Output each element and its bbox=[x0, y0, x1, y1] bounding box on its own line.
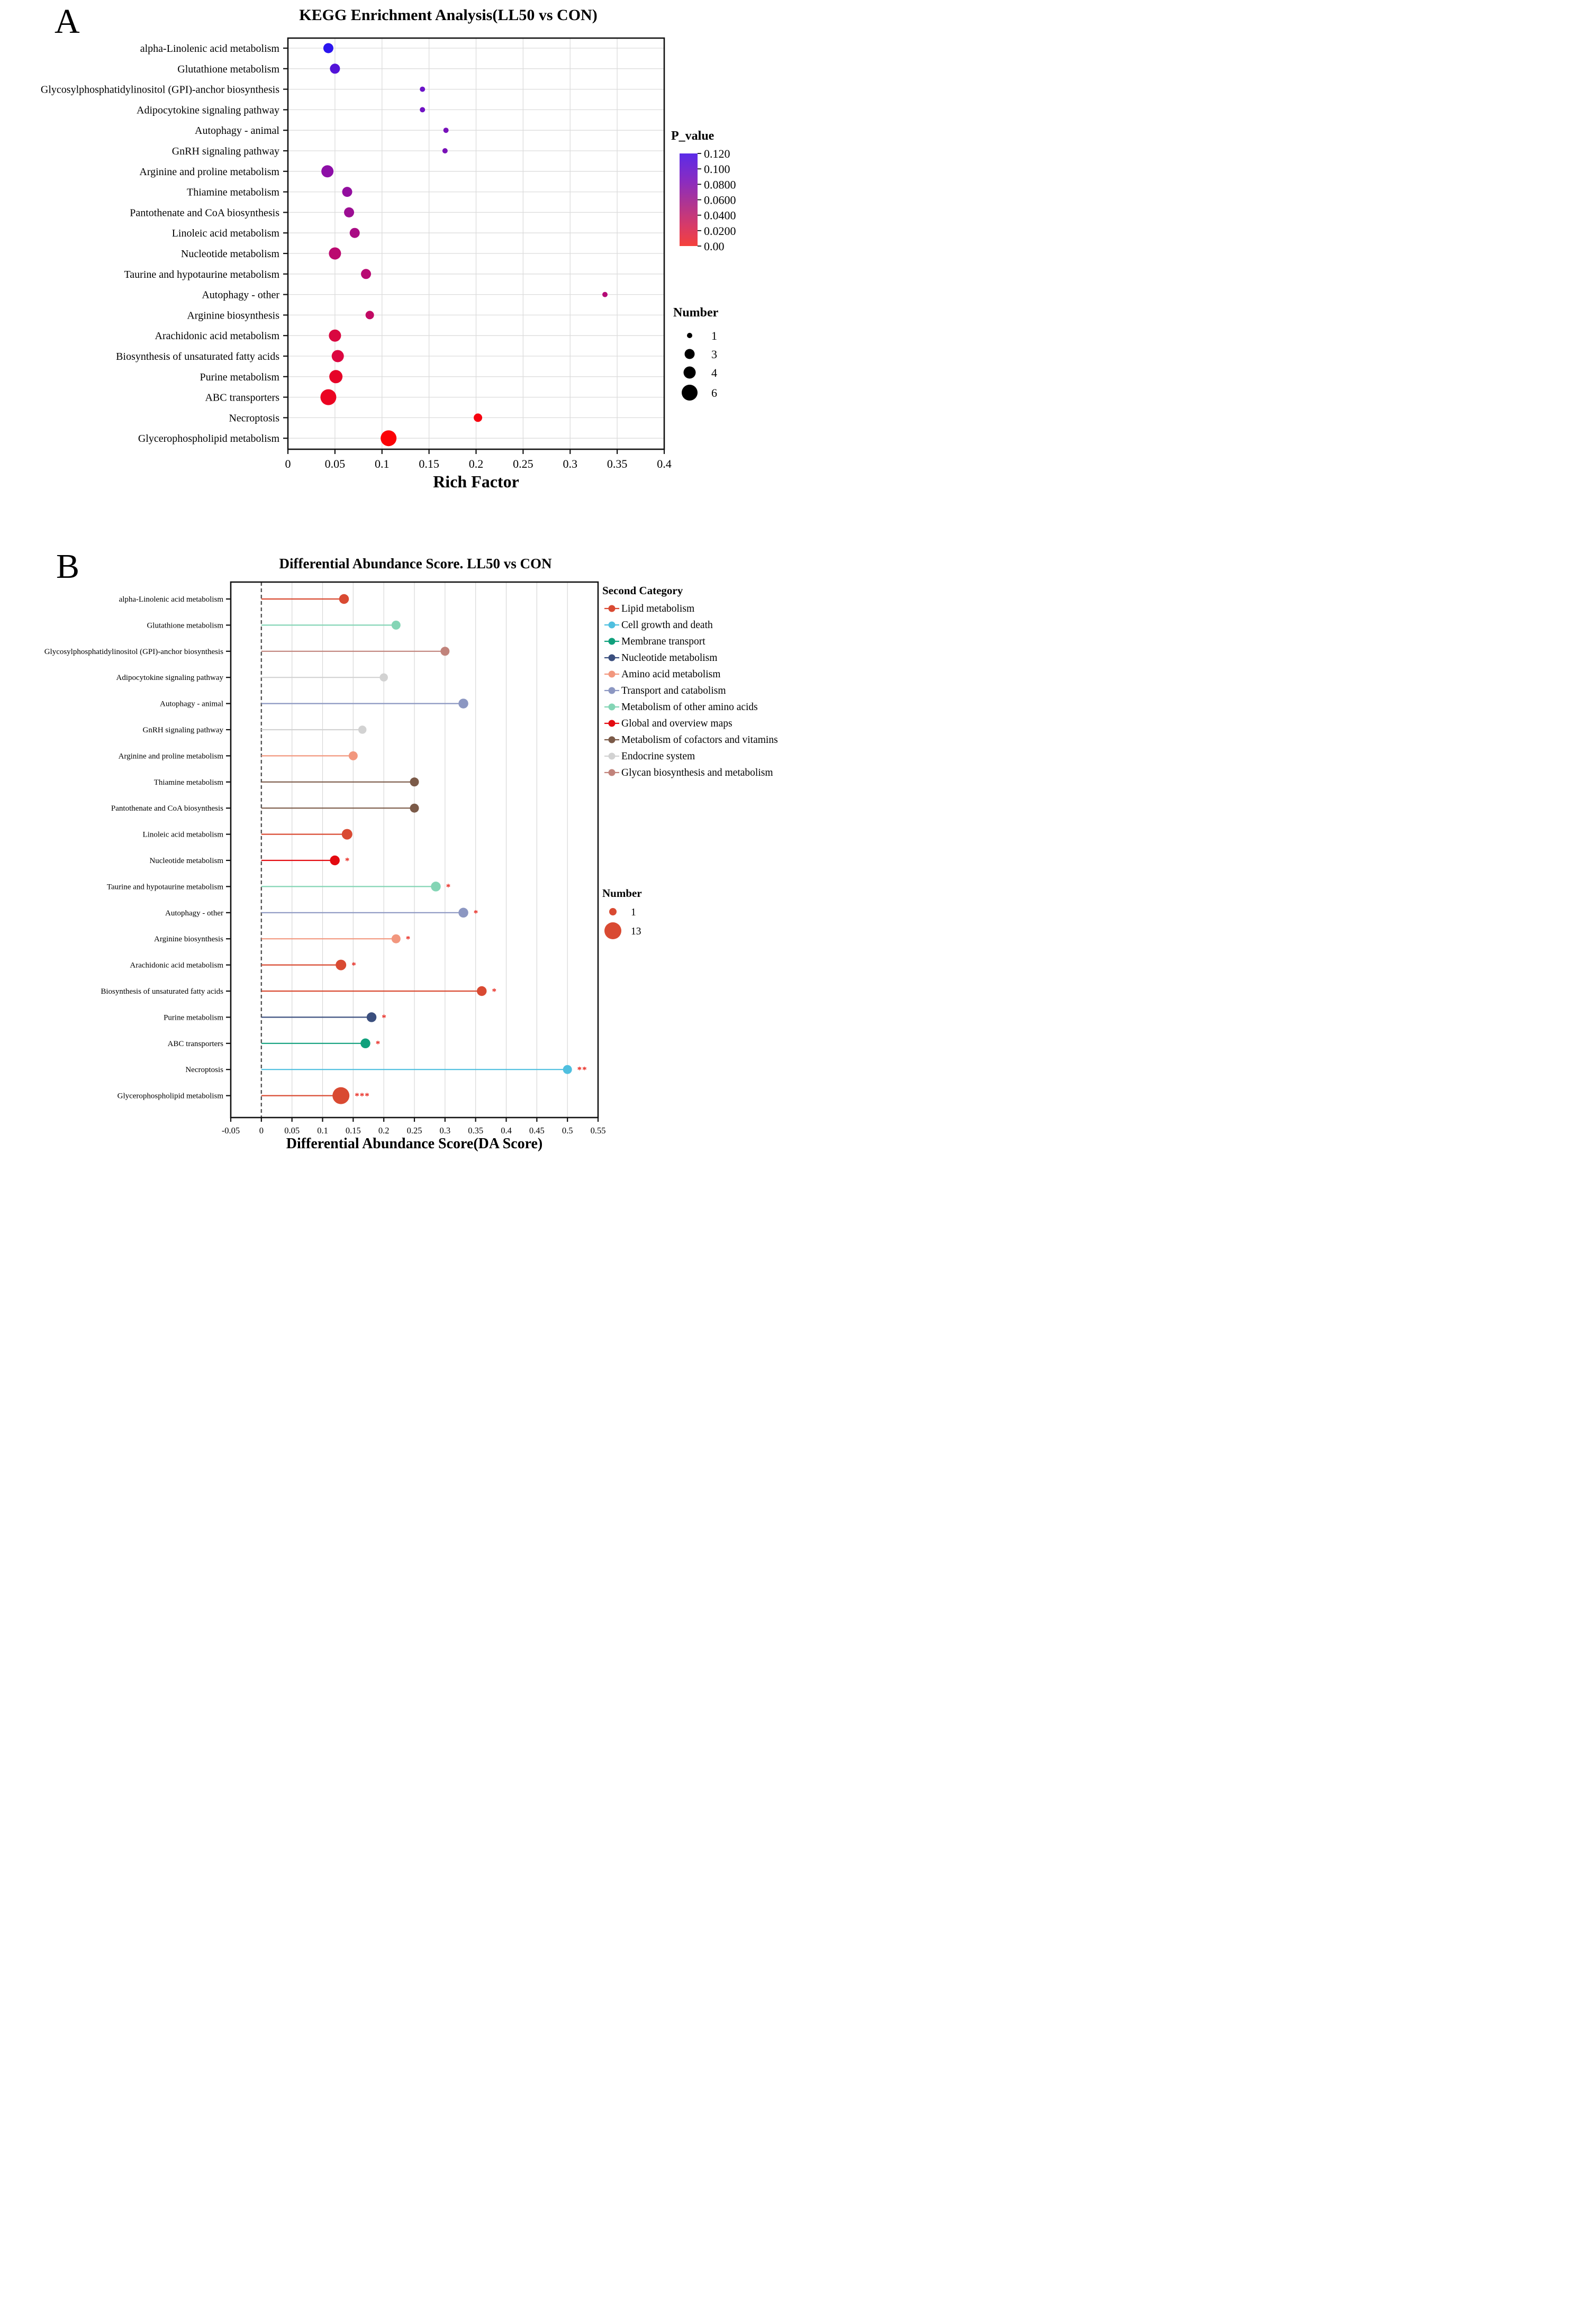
x-tick-label: 0.25 bbox=[406, 1125, 422, 1136]
y-axis-label: Autophagy - other bbox=[165, 909, 223, 918]
y-axis-label: Arachidonic acid metabolism bbox=[155, 330, 279, 342]
lollipop-dot bbox=[458, 908, 468, 918]
x-tick-label: 0.5 bbox=[562, 1125, 573, 1136]
y-axis-label: Autophagy - animal bbox=[160, 700, 223, 709]
x-tick-label: 0.35 bbox=[607, 457, 628, 470]
enrichment-bubble bbox=[330, 63, 340, 74]
y-axis-label: Glutathione metabolism bbox=[147, 621, 223, 630]
y-axis-label: alpha-Linolenic acid metabolism bbox=[140, 43, 279, 55]
y-axis-label: GnRH signaling pathway bbox=[142, 726, 223, 734]
y-axis-label: ABC transporters bbox=[167, 1039, 223, 1048]
enrichment-bubble bbox=[361, 269, 371, 279]
number-legend-dot bbox=[685, 349, 695, 359]
significance-marker: ** bbox=[577, 1065, 587, 1075]
x-tick-label: 0.25 bbox=[513, 457, 533, 470]
panel-b-title: Differential Abundance Score. LL50 vs CON bbox=[279, 556, 552, 571]
x-tick-label: 0.05 bbox=[284, 1125, 300, 1136]
panel-b-plot bbox=[44, 582, 778, 1136]
y-axis-label: Linoleic acid metabolism bbox=[171, 228, 279, 240]
category-legend-label: Metabolism of other amino acids bbox=[621, 702, 758, 713]
number-legend-label: 1 bbox=[711, 329, 717, 342]
panel-a-x-axis-title: Rich Factor bbox=[433, 472, 519, 491]
significance-marker: * bbox=[446, 882, 451, 892]
y-axis-label: Biosynthesis of unsaturated fatty acids bbox=[101, 987, 223, 996]
y-axis-label: Taurine and hypotaurine metabolism bbox=[124, 268, 279, 280]
significance-marker: * bbox=[473, 907, 479, 918]
category-legend-label: Membrane transport bbox=[621, 636, 705, 647]
lollipop-dot bbox=[458, 698, 468, 709]
category-legend-label: Transport and catabolism bbox=[621, 685, 726, 696]
category-legend-dot bbox=[609, 737, 616, 743]
x-tick-label: 0.35 bbox=[468, 1125, 484, 1136]
number-legend-label: 13 bbox=[631, 926, 641, 937]
lollipop-dot bbox=[431, 882, 441, 892]
category-legend-dot bbox=[609, 720, 616, 727]
number-legend-dot bbox=[609, 908, 617, 915]
number-legend-label: 1 bbox=[631, 907, 636, 918]
enrichment-bubble bbox=[329, 330, 341, 342]
enrichment-bubble bbox=[323, 43, 333, 53]
x-tick-label: 0.15 bbox=[345, 1125, 361, 1136]
y-axis-label: Glycerophospholipid metabolism bbox=[117, 1092, 223, 1101]
lollipop-dot bbox=[410, 804, 419, 813]
enrichment-bubble bbox=[420, 87, 425, 92]
y-axis-label: Thiamine metabolism bbox=[187, 186, 279, 198]
lollipop-dot bbox=[358, 725, 367, 734]
y-axis-label: Adipocytokine signaling pathway bbox=[137, 104, 279, 116]
x-tick-label: 0 bbox=[259, 1125, 264, 1136]
colorbar-tick-label: 0.0200 bbox=[704, 224, 736, 238]
lollipop-dot bbox=[392, 934, 401, 943]
y-axis-label: Taurine and hypotaurine metabolism bbox=[106, 883, 223, 892]
y-axis-label: Glutathione metabolism bbox=[177, 63, 279, 75]
category-legend-dot bbox=[609, 638, 616, 645]
y-axis-label: Glycosylphosphatidylinositol (GPI)-anchor biosynthesis bbox=[44, 647, 223, 656]
category-legend-dot bbox=[609, 605, 616, 612]
enrichment-bubble bbox=[350, 228, 360, 238]
significance-marker: * bbox=[345, 856, 350, 866]
panel-b-letter: B bbox=[56, 547, 80, 586]
colorbar-tick-label: 0.0600 bbox=[704, 193, 736, 207]
x-tick-label: 0.4 bbox=[657, 457, 672, 470]
enrichment-bubble bbox=[342, 187, 352, 197]
figure-plot-svg bbox=[0, 0, 796, 1162]
pvalue-colorbar bbox=[680, 153, 698, 246]
y-axis-label: Autophagy - animal bbox=[195, 125, 279, 137]
x-tick-label: 0.4 bbox=[501, 1125, 512, 1136]
lollipop-dot bbox=[339, 594, 349, 604]
y-axis-label: GnRH signaling pathway bbox=[171, 146, 279, 157]
x-tick-label: 0.05 bbox=[324, 457, 346, 470]
enrichment-bubble bbox=[444, 128, 449, 133]
x-tick-label: 0.15 bbox=[419, 457, 439, 470]
category-legend-label: Lipid metabolism bbox=[621, 603, 695, 614]
panel-b-x-axis-title: Differential Abundance Score(DA Score) bbox=[286, 1136, 543, 1152]
panel-a-title: KEGG Enrichment Analysis(LL50 vs CON) bbox=[299, 6, 598, 24]
category-legend-label: Glycan biosynthesis and metabolism bbox=[621, 767, 773, 778]
lollipop-dot bbox=[440, 647, 449, 656]
panel-a-letter: A bbox=[55, 2, 80, 41]
category-legend-title: Second Category bbox=[602, 584, 683, 597]
y-axis-label: Arginine and proline metabolism bbox=[139, 166, 279, 178]
y-axis-label: Glycerophospholipid metabolism bbox=[138, 433, 279, 445]
enrichment-bubble bbox=[332, 350, 344, 362]
lollipop-dot bbox=[392, 621, 401, 630]
x-tick-label: 0 bbox=[285, 457, 291, 470]
enrichment-bubble bbox=[381, 430, 396, 446]
significance-marker: *** bbox=[355, 1091, 370, 1101]
category-legend-dot bbox=[609, 655, 616, 661]
lollipop-dot bbox=[330, 856, 340, 866]
significance-marker: * bbox=[405, 934, 411, 945]
x-tick-label: 0.3 bbox=[563, 457, 577, 470]
significance-marker: * bbox=[375, 1038, 381, 1049]
category-legend-label: Endocrine system bbox=[621, 751, 695, 762]
colorbar-tick-label: 0.0400 bbox=[704, 208, 736, 222]
y-axis-label: Glycosylphosphatidylinositol (GPI)-anchor biosynthesis bbox=[40, 84, 279, 96]
number-legend-b-title: Number bbox=[602, 887, 642, 900]
category-legend-label: Global and overview maps bbox=[621, 718, 732, 729]
colorbar-tick-label: 0.100 bbox=[704, 162, 730, 176]
significance-marker: * bbox=[492, 986, 497, 996]
pvalue-legend-title: P_value bbox=[671, 129, 714, 143]
y-axis-label: Pantothenate and CoA biosynthesis bbox=[130, 207, 279, 219]
lollipop-dot bbox=[563, 1065, 572, 1074]
number-legend-dot bbox=[682, 385, 698, 401]
enrichment-bubble bbox=[321, 165, 333, 177]
lollipop-dot bbox=[477, 986, 487, 996]
y-axis-label: Arginine biosynthesis bbox=[187, 310, 279, 322]
category-legend-dot bbox=[609, 704, 616, 711]
enrichment-bubble bbox=[329, 248, 341, 260]
category-legend-dot bbox=[609, 753, 616, 760]
y-axis-label: Necroptosis bbox=[229, 412, 279, 424]
y-axis-label: Arginine and proline metabolism bbox=[118, 752, 223, 761]
x-tick-label: -0.05 bbox=[221, 1125, 240, 1136]
enrichment-bubble bbox=[602, 292, 608, 297]
x-tick-label: 0.2 bbox=[378, 1125, 390, 1136]
x-tick-label: 0.45 bbox=[529, 1125, 545, 1136]
x-tick-label: 0.1 bbox=[317, 1125, 328, 1136]
lollipop-dot bbox=[349, 751, 358, 760]
lollipop-dot bbox=[360, 1039, 370, 1049]
number-legend-label: 6 bbox=[711, 386, 717, 400]
enrichment-bubble bbox=[329, 370, 342, 383]
category-legend-label: Metabolism of cofactors and vitamins bbox=[621, 734, 778, 746]
enrichment-bubble bbox=[320, 389, 336, 405]
number-legend-label: 3 bbox=[711, 348, 717, 361]
y-axis-label: Purine metabolism bbox=[200, 371, 279, 383]
colorbar-tick-label: 0.120 bbox=[704, 147, 730, 160]
lollipop-dot bbox=[336, 960, 346, 970]
lollipop-dot bbox=[332, 1087, 349, 1104]
category-legend-dot bbox=[609, 671, 616, 678]
lollipop-dot bbox=[342, 829, 352, 840]
number-legend-dot bbox=[684, 367, 696, 379]
lollipop-dot bbox=[379, 673, 388, 682]
y-axis-label: Arginine biosynthesis bbox=[154, 935, 223, 944]
y-axis-label: Adipocytokine signaling pathway bbox=[116, 674, 223, 683]
y-axis-label: ABC transporters bbox=[205, 392, 279, 404]
y-axis-label: Purine metabolism bbox=[164, 1013, 223, 1022]
y-axis-label: Arachidonic acid metabolism bbox=[130, 961, 223, 970]
number-legend-dot bbox=[687, 333, 692, 338]
lollipop-dot bbox=[367, 1012, 377, 1022]
colorbar-tick-label: 0.0800 bbox=[704, 178, 736, 192]
enrichment-bubble bbox=[366, 311, 374, 319]
y-axis-label: Biosynthesis of unsaturated fatty acids bbox=[116, 351, 279, 362]
significance-marker: * bbox=[351, 960, 357, 970]
y-axis-label: Nucleotide metabolism bbox=[149, 857, 223, 865]
category-legend-label: Cell growth and death bbox=[621, 620, 713, 631]
category-legend-dot bbox=[609, 622, 616, 629]
x-tick-label: 0.3 bbox=[439, 1125, 451, 1136]
y-axis-label: alpha-Linolenic acid metabolism bbox=[119, 595, 223, 604]
x-tick-label: 0.55 bbox=[590, 1125, 606, 1136]
category-legend-label: Amino acid metabolism bbox=[621, 669, 721, 680]
y-axis-label: Pantothenate and CoA biosynthesis bbox=[111, 804, 223, 813]
enrichment-bubble bbox=[420, 107, 425, 112]
figure-canvas bbox=[0, 0, 796, 1162]
x-tick-label: 0.2 bbox=[468, 457, 484, 470]
panel-a-plot bbox=[41, 38, 736, 470]
y-axis-label: Autophagy - other bbox=[202, 289, 279, 301]
y-axis-label: Thiamine metabolism bbox=[153, 778, 223, 787]
lollipop-dot bbox=[410, 777, 419, 786]
number-legend-a-title: Number bbox=[673, 306, 719, 320]
enrichment-bubble bbox=[474, 413, 482, 422]
enrichment-bubble bbox=[442, 148, 448, 153]
y-axis-label: Necroptosis bbox=[185, 1066, 223, 1075]
category-legend-dot bbox=[609, 769, 616, 776]
number-legend-dot bbox=[604, 922, 621, 939]
category-legend-dot bbox=[609, 687, 616, 694]
category-legend-label: Nucleotide metabolism bbox=[621, 652, 718, 664]
y-axis-label: Nucleotide metabolism bbox=[180, 248, 279, 260]
colorbar-tick-label: 0.00 bbox=[704, 240, 725, 253]
x-tick-label: 0.1 bbox=[375, 457, 390, 470]
significance-marker: * bbox=[382, 1012, 387, 1023]
enrichment-bubble bbox=[344, 207, 354, 217]
y-axis-label: Linoleic acid metabolism bbox=[142, 830, 223, 839]
number-legend-label: 4 bbox=[711, 366, 717, 379]
